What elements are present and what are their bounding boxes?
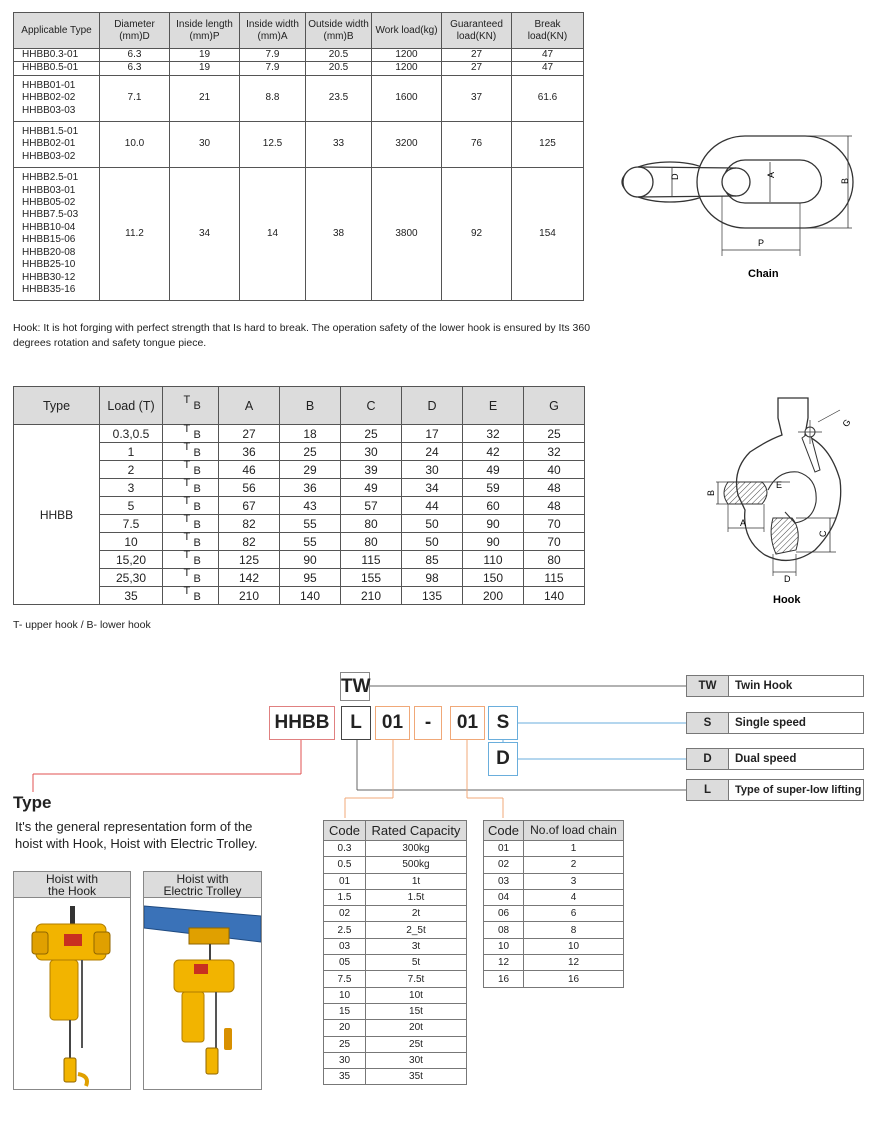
dim-cell: 210 — [341, 587, 402, 605]
table-row — [324, 955, 467, 971]
code-cell: 35 — [324, 1069, 366, 1085]
cell-guar: 76 — [442, 122, 512, 168]
dim-cell: 140 — [524, 587, 585, 605]
load-cell: 3 — [100, 479, 163, 497]
cell-p: 30 — [170, 122, 240, 168]
table-row — [14, 497, 585, 515]
dim-cell: 140 — [280, 587, 341, 605]
load-cell: 15,20 — [100, 551, 163, 569]
legend-value: Dual speed — [735, 753, 797, 765]
value-cell: 10 — [524, 938, 624, 954]
dim-cell: 27 — [219, 425, 280, 443]
table-row — [14, 551, 585, 569]
table-row — [14, 515, 585, 533]
table-row — [14, 75, 584, 121]
hook-label-d: D — [784, 574, 791, 584]
table-row — [324, 971, 467, 987]
dim-cell: 34 — [402, 479, 463, 497]
cell-a: 8.8 — [240, 75, 306, 121]
value-cell: 2 — [524, 857, 624, 873]
chain-count-header — [484, 821, 624, 841]
type-description: It's the general representation form of the hoist with Hook, Hoist with Electric Trolley. — [15, 819, 258, 851]
legend-tw — [686, 675, 864, 697]
dim-cell: 150 — [463, 569, 524, 587]
table-row — [14, 461, 585, 479]
dim-cell: 80 — [341, 515, 402, 533]
header-b: B — [280, 387, 341, 425]
type-code: HHBB20-08 — [22, 246, 76, 258]
chain-header-7: Break load(KN) — [512, 13, 584, 49]
value-cell: 1.5t — [366, 889, 467, 905]
dim-cell: 210 — [219, 587, 280, 605]
hoist-hook-image — [14, 898, 130, 1088]
dim-cell: 70 — [524, 515, 585, 533]
dim-cell: 70 — [524, 533, 585, 551]
value-cell: 1 — [524, 841, 624, 857]
type-code: HHBB02-01 — [22, 138, 76, 150]
dim-cell: 39 — [341, 461, 402, 479]
hook-label-a: A — [740, 518, 747, 528]
value-cell: 500kg — [366, 857, 467, 873]
code-cell: 1.5 — [324, 889, 366, 905]
legend-value: Single speed — [735, 717, 806, 729]
chain-table-header — [14, 13, 584, 49]
table-row — [484, 955, 624, 971]
type-code: HHBB7.5-03 — [22, 209, 79, 221]
dim-cell: 98 — [402, 569, 463, 587]
dim-cell: 80 — [524, 551, 585, 569]
cell-p: 19 — [170, 62, 240, 75]
header-d: D — [402, 387, 463, 425]
dim-cell: 18 — [280, 425, 341, 443]
hook-table-header — [14, 387, 585, 425]
table-row — [484, 922, 624, 938]
dim-cell: 155 — [341, 569, 402, 587]
cell-b: 20.5 — [306, 62, 372, 75]
photo-hoist-trolley — [143, 871, 262, 1090]
load-cell: 7.5 — [100, 515, 163, 533]
legend-value: Twin Hook — [735, 680, 793, 692]
cell-work: 1200 — [372, 62, 442, 75]
type-code: HHBB03-01 — [22, 184, 76, 196]
code-cell: 0.3 — [324, 841, 366, 857]
tb-cell: T B — [163, 425, 219, 443]
capacity-table-header — [324, 821, 467, 841]
type-code: HHBB15-06 — [22, 234, 76, 246]
dim-cell: 40 — [524, 461, 585, 479]
cell-p: 21 — [170, 75, 240, 121]
tb-cell: T B — [163, 497, 219, 515]
table-row — [484, 873, 624, 889]
code-dash: - — [414, 706, 442, 740]
code-cell: 30 — [324, 1052, 366, 1068]
dim-cell: 25 — [280, 443, 341, 461]
tb-cell: T B — [163, 587, 219, 605]
dim-cell: 115 — [524, 569, 585, 587]
cell-brk: 47 — [512, 62, 584, 75]
type-code: HHBB01-01 — [22, 79, 76, 91]
table-row — [14, 569, 585, 587]
tb-cell: T B — [163, 533, 219, 551]
code-cell: 10 — [324, 987, 366, 1003]
header-tb: T B — [163, 387, 219, 425]
photo-hoist-hook — [13, 871, 131, 1090]
chain-header-5: Work load(kg) — [372, 13, 442, 49]
dim-cell: 90 — [463, 533, 524, 551]
applicable-type-cell — [14, 122, 100, 168]
chain-header-6: Guaranteed load(KN) — [442, 13, 512, 49]
dim-cell: 17 — [402, 425, 463, 443]
code-cell: 0.5 — [324, 857, 366, 873]
cell-a: 7.9 — [240, 62, 306, 75]
cell-work: 1200 — [372, 49, 442, 62]
code-cell: 03 — [324, 938, 366, 954]
code-cell: 25 — [324, 1036, 366, 1052]
table-row — [324, 1069, 467, 1085]
tb-cell: T B — [163, 479, 219, 497]
table-row — [324, 857, 467, 873]
value-cell: 4 — [524, 889, 624, 905]
chain-spec-table — [13, 12, 584, 301]
cell-b: 38 — [306, 168, 372, 301]
dim-cell: 82 — [219, 515, 280, 533]
legend-key: D — [687, 749, 729, 769]
hook-note: Hook: It is hot forging with perfect strength that Is hard to break. The operation safety of the lower hook is ensured by Its 360 degrees rotation and safety tongue piece. — [13, 322, 591, 349]
cell-a: 12.5 — [240, 122, 306, 168]
table-row — [484, 889, 624, 905]
dim-cell: 24 — [402, 443, 463, 461]
type-code: HHBB03-03 — [22, 104, 76, 116]
table-row — [484, 841, 624, 857]
dim-cell: 25 — [524, 425, 585, 443]
chain-diagram — [610, 126, 860, 286]
code-cell: 05 — [324, 955, 366, 971]
dim-cell: 135 — [402, 587, 463, 605]
dim-cell: 115 — [341, 551, 402, 569]
header-c: C — [341, 387, 402, 425]
legend-l — [686, 779, 864, 801]
cell-b: 20.5 — [306, 49, 372, 62]
tb-cell: T B — [163, 569, 219, 587]
table-row — [14, 443, 585, 461]
type-code: HHBB0.3-01 — [22, 49, 79, 60]
value-cell: 3t — [366, 938, 467, 954]
type-code: HHBB35-16 — [22, 283, 76, 295]
value-cell: 7.5t — [366, 971, 467, 987]
hook-label-g: G — [840, 417, 853, 429]
header-a: A — [219, 387, 280, 425]
table-row — [14, 62, 584, 75]
dim-label-b: B — [840, 177, 850, 184]
load-cell: 5 — [100, 497, 163, 515]
dim-cell: 48 — [524, 497, 585, 515]
value-cell: 2_5t — [366, 922, 467, 938]
code-cell: 08 — [484, 922, 524, 938]
dim-cell: 142 — [219, 569, 280, 587]
dim-cell: 32 — [524, 443, 585, 461]
header-g: G — [524, 387, 585, 425]
chain-header-0: Applicable Type — [14, 13, 100, 49]
cell-brk: 125 — [512, 122, 584, 168]
value-cell: 3 — [524, 873, 624, 889]
legend-key: TW — [687, 676, 729, 696]
cell-p: 34 — [170, 168, 240, 301]
dim-cell: 125 — [219, 551, 280, 569]
photo-caption: Hoist with Electric Trolley — [144, 872, 261, 898]
type-cell: HHBB — [14, 425, 100, 605]
code-cell: 15 — [324, 1003, 366, 1019]
table-row — [14, 479, 585, 497]
cell-guar: 27 — [442, 62, 512, 75]
code-l: L — [341, 706, 371, 740]
cell-guar: 92 — [442, 168, 512, 301]
header-code: Code — [324, 821, 366, 841]
dim-cell: 50 — [402, 533, 463, 551]
tb-note: T- upper hook / B- lower hook — [13, 619, 151, 631]
code-cell: 7.5 — [324, 971, 366, 987]
header-e: E — [463, 387, 524, 425]
tb-cell: T B — [163, 515, 219, 533]
table-row — [484, 857, 624, 873]
dim-cell: 46 — [219, 461, 280, 479]
dim-cell: 200 — [463, 587, 524, 605]
table-row — [324, 906, 467, 922]
table-row — [14, 587, 585, 605]
chain-header-4: Outside width (mm)B — [306, 13, 372, 49]
cell-d: 11.2 — [100, 168, 170, 301]
applicable-type-cell — [14, 49, 100, 62]
type-code: HHBB03-02 — [22, 150, 76, 162]
cell-d: 10.0 — [100, 122, 170, 168]
value-cell: 30t — [366, 1052, 467, 1068]
type-code: HHBB10-04 — [22, 221, 76, 233]
type-heading: Type — [13, 793, 52, 812]
applicable-type-cell — [14, 75, 100, 121]
type-code: HHBB1.5-01 — [22, 126, 79, 138]
dim-cell: 59 — [463, 479, 524, 497]
dim-cell: 80 — [341, 533, 402, 551]
table-row — [324, 938, 467, 954]
code-capacity: 01 — [375, 706, 410, 740]
tb-cell: T B — [163, 461, 219, 479]
cell-guar: 37 — [442, 75, 512, 121]
value-cell: 300kg — [366, 841, 467, 857]
dim-label-p: P — [758, 238, 765, 248]
cell-work: 3200 — [372, 122, 442, 168]
table-row — [14, 533, 585, 551]
value-cell: 12 — [524, 955, 624, 971]
table-row — [324, 889, 467, 905]
code-cell: 12 — [484, 955, 524, 971]
table-row — [14, 49, 584, 62]
table-row — [14, 122, 584, 168]
value-cell: 16 — [524, 971, 624, 987]
table-row — [484, 971, 624, 987]
value-cell: 10t — [366, 987, 467, 1003]
code-hhbb: HHBB — [269, 706, 335, 740]
dim-cell: 56 — [219, 479, 280, 497]
dim-cell: 55 — [280, 533, 341, 551]
dim-cell: 43 — [280, 497, 341, 515]
hook-dimension-table — [13, 386, 585, 605]
code-d: D — [488, 742, 518, 776]
dim-cell: 29 — [280, 461, 341, 479]
load-cell: 1 — [100, 443, 163, 461]
cell-b: 33 — [306, 122, 372, 168]
dim-cell: 30 — [341, 443, 402, 461]
table-row — [484, 938, 624, 954]
table-row — [324, 873, 467, 889]
dim-cell: 32 — [463, 425, 524, 443]
cell-brk: 154 — [512, 168, 584, 301]
table-row — [324, 1052, 467, 1068]
value-cell: 1t — [366, 873, 467, 889]
dim-cell: 95 — [280, 569, 341, 587]
table-row — [324, 1020, 467, 1036]
hook-label-e: E — [776, 480, 783, 490]
cell-d: 7.1 — [100, 75, 170, 121]
dim-cell: 82 — [219, 533, 280, 551]
header-load: Load (T) — [100, 387, 163, 425]
cell-guar: 27 — [442, 49, 512, 62]
photo-caption: Hoist with the Hook — [14, 872, 130, 898]
load-cell: 35 — [100, 587, 163, 605]
rated-capacity-table — [323, 820, 467, 1085]
legend-key: S — [687, 713, 729, 733]
cell-brk: 61.6 — [512, 75, 584, 121]
value-cell: 2t — [366, 906, 467, 922]
code-cell: 2.5 — [324, 922, 366, 938]
dim-cell: 36 — [219, 443, 280, 461]
code-cell: 01 — [324, 873, 366, 889]
chain-header-2: Inside length (mm)P — [170, 13, 240, 49]
code-cell: 01 — [484, 841, 524, 857]
load-cell: 2 — [100, 461, 163, 479]
code-cell: 20 — [324, 1020, 366, 1036]
load-cell: 25,30 — [100, 569, 163, 587]
header-load-chain: No.of load chain — [524, 821, 624, 841]
type-code: HHBB2.5-01 — [22, 172, 79, 184]
code-cell: 10 — [484, 938, 524, 954]
cell-d: 6.3 — [100, 62, 170, 75]
hook-diagram — [690, 390, 870, 610]
tb-cell: T B — [163, 551, 219, 569]
chain-caption: Chain — [748, 268, 779, 280]
code-s: S — [488, 706, 518, 740]
table-row — [484, 906, 624, 922]
table-row — [324, 922, 467, 938]
dim-cell: 30 — [402, 461, 463, 479]
legend-key: L — [687, 780, 729, 800]
applicable-type-cell — [14, 62, 100, 75]
cell-brk: 47 — [512, 49, 584, 62]
legend-d — [686, 748, 864, 770]
dim-cell: 44 — [402, 497, 463, 515]
type-code: HHBB25-10 — [22, 259, 76, 271]
table-row — [324, 987, 467, 1003]
value-cell: 15t — [366, 1003, 467, 1019]
hook-caption: Hook — [773, 594, 801, 606]
hoist-trolley-image — [144, 898, 261, 1088]
chain-header-1: Diameter (mm)D — [100, 13, 170, 49]
code-cell: 06 — [484, 906, 524, 922]
dim-cell: 60 — [463, 497, 524, 515]
dim-cell: 42 — [463, 443, 524, 461]
code-cell: 16 — [484, 971, 524, 987]
dim-cell: 85 — [402, 551, 463, 569]
table-row — [324, 841, 467, 857]
header-type: Type — [14, 387, 100, 425]
dim-label-d: D — [670, 173, 680, 180]
value-cell: 20t — [366, 1020, 467, 1036]
dim-cell: 67 — [219, 497, 280, 515]
code-cell: 03 — [484, 873, 524, 889]
cell-a: 7.9 — [240, 49, 306, 62]
code-chain-count: 01 — [450, 706, 485, 740]
type-code: HHBB0.5-01 — [22, 62, 79, 74]
dim-cell: 49 — [341, 479, 402, 497]
value-cell: 5t — [366, 955, 467, 971]
applicable-type-cell — [14, 168, 100, 301]
dim-cell: 57 — [341, 497, 402, 515]
cell-work: 1600 — [372, 75, 442, 121]
code-cell: 04 — [484, 889, 524, 905]
load-chain-table — [483, 820, 624, 988]
cell-d: 6.3 — [100, 49, 170, 62]
dim-cell: 50 — [402, 515, 463, 533]
cell-work: 3800 — [372, 168, 442, 301]
dim-cell: 55 — [280, 515, 341, 533]
code-cell: 02 — [484, 857, 524, 873]
value-cell: 6 — [524, 906, 624, 922]
type-code: HHBB05-02 — [22, 197, 76, 209]
cell-b: 23.5 — [306, 75, 372, 121]
dim-cell: 49 — [463, 461, 524, 479]
table-row — [324, 1003, 467, 1019]
type-code: HHBB30-12 — [22, 271, 76, 283]
type-code: HHBB02-02 — [22, 92, 76, 104]
table-row — [14, 168, 584, 301]
table-row — [14, 425, 585, 443]
tb-cell: T B — [163, 443, 219, 461]
cell-p: 19 — [170, 49, 240, 62]
table-row — [324, 1036, 467, 1052]
legend-s — [686, 712, 864, 734]
dim-cell: 36 — [280, 479, 341, 497]
code-tw: TW — [340, 672, 370, 701]
dim-cell: 110 — [463, 551, 524, 569]
value-cell: 8 — [524, 922, 624, 938]
code-cell: 02 — [324, 906, 366, 922]
load-cell: 0.3,0.5 — [100, 425, 163, 443]
dim-cell: 48 — [524, 479, 585, 497]
hook-label-c: C — [818, 530, 828, 537]
header-rated-capacity: Rated Capacity — [366, 821, 467, 841]
cell-a: 14 — [240, 168, 306, 301]
hook-label-b: B — [706, 489, 716, 496]
dim-cell: 90 — [463, 515, 524, 533]
chain-header-3: Inside width (mm)A — [240, 13, 306, 49]
legend-value: Type of super-low lifting — [735, 784, 862, 796]
dim-label-a: A — [766, 171, 776, 178]
value-cell: 25t — [366, 1036, 467, 1052]
header-code: Code — [484, 821, 524, 841]
load-cell: 10 — [100, 533, 163, 551]
dim-cell: 25 — [341, 425, 402, 443]
dim-cell: 90 — [280, 551, 341, 569]
value-cell: 35t — [366, 1069, 467, 1085]
